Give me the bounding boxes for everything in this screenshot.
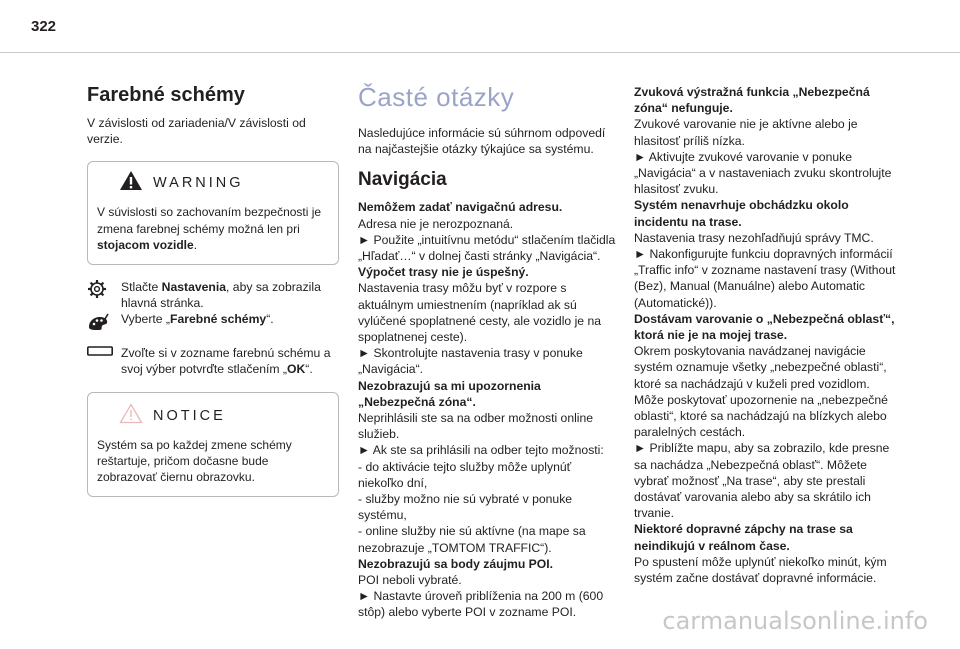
notice-box bbox=[87, 392, 339, 497]
warning-box bbox=[87, 161, 339, 264]
answer-2: Nastavenia trasy môžu byť v rozpore s aktuálnym umiestnením (napríklad ak sú vylúčené spoplatnené cesty, ale vozidlo je na spoplatnenej ceste). ► Skontrolujte nastavenia trasy v ponuke „Navigácia“. bbox=[358, 281, 601, 377]
warning-triangle-icon bbox=[119, 170, 143, 196]
answer-5: Zvukové varovanie nie je aktívne alebo je hlasitosť príliš nízka. ► Aktivujte zvukové varovanie v ponuke „Navigácia“ a v nastaveniach zvuku skontrolujte hlasitosť zvuku. bbox=[634, 117, 892, 197]
column-faq-continued bbox=[634, 84, 896, 586]
section-title-color-schemes: Farebné schémy bbox=[87, 84, 245, 106]
step-text-part: Stlačte bbox=[121, 279, 162, 294]
question-4: Nezobrazujú sa body záujmu POI. bbox=[358, 556, 554, 571]
warning-text bbox=[97, 204, 326, 253]
question-3: Nezobrazujú sa mi upozornenia „Nebezpečná zóna“. bbox=[358, 378, 541, 409]
page-number: 322 bbox=[31, 18, 57, 35]
warning-text-bold: stojacom vozidle bbox=[97, 238, 194, 253]
step-settings-text bbox=[121, 279, 339, 328]
step-text-end: , aby sa zobrazila hlavná stránka. bbox=[121, 279, 321, 310]
question-1: Nemôžem zadať navigačnú adresu. bbox=[358, 200, 563, 215]
answer-6: Nastavenia trasy nezohľadňujú správy TMC. ► Nakonfigurujte funkciu dopravných informácií „Traffic info“ v zozname nastavení trasy (Without (Bez), Manual (Manuálne) alebo Automatic (Automatické)). bbox=[634, 230, 896, 310]
notice-header bbox=[97, 403, 326, 429]
answer-3: Neprihlásili ste sa na odber možnosti online služieb. ► Ak ste sa prihlásili na odber tejto možnosti: - do aktivácie tejto služby môže uplynúť niekoľko dní, - služby možno nie sú vybraté v ponuke systému, - online služby nie sú aktívne (na mape sa nezobrazuje „TOMTOM TRAFFIC“). bbox=[358, 411, 604, 555]
notice-triangle-icon bbox=[119, 403, 143, 429]
answer-1: Adresa nie je nerozpoznaná. ► Použite „intuitívnu metódu“ stlačením tlačidla „Hľadať…“ v dolnej časti stránky „Navigácia“. bbox=[358, 216, 616, 264]
palette-brush-icon bbox=[87, 313, 109, 331]
watermark: carmanualsonline.info bbox=[662, 607, 928, 635]
faq-intro: Nasledujúce informácie sú súhrnom odpovedí na najčastejšie otázky týkajúce sa systému. bbox=[358, 126, 606, 157]
answer-4: POI neboli vybraté. ► Nastavte úroveň priblíženia na 200 m (600 stôp) alebo vyberte POI v zozname POI. bbox=[358, 573, 604, 620]
warning-text-end: . bbox=[193, 238, 198, 253]
step-text-part: Vyberte „ bbox=[121, 312, 170, 327]
faq-title: Časté otázky bbox=[358, 82, 515, 112]
ok-button-icon bbox=[87, 345, 109, 377]
step-text-bold: OK bbox=[286, 362, 306, 377]
answer-7: Okrem poskytovania navádzanej navigácie systém oznamuje všetky „nebezpečné oblasti“, ktoré sa nachádzajú v kuželi pred vozidlom. Môže poskytovať upozornenie na „nebezpečné oblasti“, ktoré sa nachádzajú na blízkych alebo paralelných cestách. ► Priblížte mapu, aby sa zobrazilo, kde presne sa nachádza „Nebezpečná oblasť“. Môžete vybrať možnosť „Na trase“, aby ste prestali dostávať varovania alebo aby sa skrátilo ich trvanie. bbox=[634, 344, 890, 521]
question-5: Zvuková výstražná funkcia „Nebezpečná zóna“ nefunguje. bbox=[634, 85, 870, 116]
question-8: Niektoré dopravné zápchy na trase sa neindikujú v reálnom čase. bbox=[634, 522, 853, 553]
navigation-title: Navigácia bbox=[358, 169, 447, 191]
intro-text: V závislosti od zariadenia/V závislosti od verzie. bbox=[87, 116, 306, 147]
step-text-bold: Nastavenia bbox=[161, 279, 227, 294]
step-text-bold: Farebné schémy bbox=[170, 312, 267, 327]
question-2: Výpočet trasy nie je úspešný. bbox=[358, 265, 529, 280]
question-6: Systém nenavrhuje obchádzku okolo incidentu na trase. bbox=[634, 198, 849, 229]
notice-text: Systém sa po každej zmene schémy reštartuje, pričom dočasne bude zobrazovať čiernu obrazovku. bbox=[97, 437, 292, 485]
step-text-end: “. bbox=[266, 312, 274, 327]
step-ok-text bbox=[121, 345, 339, 377]
warning-header bbox=[97, 170, 326, 196]
column-color-schemes bbox=[87, 84, 339, 497]
column-faq bbox=[358, 82, 620, 621]
step-text-part: Zvoľte si v zozname farebnú schému a svoj výber potvrďte stlačením „ bbox=[121, 346, 331, 377]
step-ok bbox=[87, 345, 339, 377]
warning-text-part: V súvislosti so zachovaním bezpečnosti je zmena farebnej schémy možná len pri bbox=[97, 205, 322, 236]
step-settings bbox=[87, 279, 339, 328]
answer-8: Po spustení môže uplynúť niekoľko minút, kým systém začne dostávať dopravné informácie. bbox=[634, 554, 887, 586]
question-7: Dostávam varovanie o „Nebezpečná oblasť“, ktorá nie je na mojej trase. bbox=[634, 311, 895, 343]
notice-title: NOTICE bbox=[153, 407, 226, 424]
steps-list bbox=[87, 279, 339, 378]
warning-title: WARNING bbox=[153, 175, 244, 192]
step-text-end: “. bbox=[305, 362, 313, 377]
header-divider bbox=[0, 52, 960, 53]
